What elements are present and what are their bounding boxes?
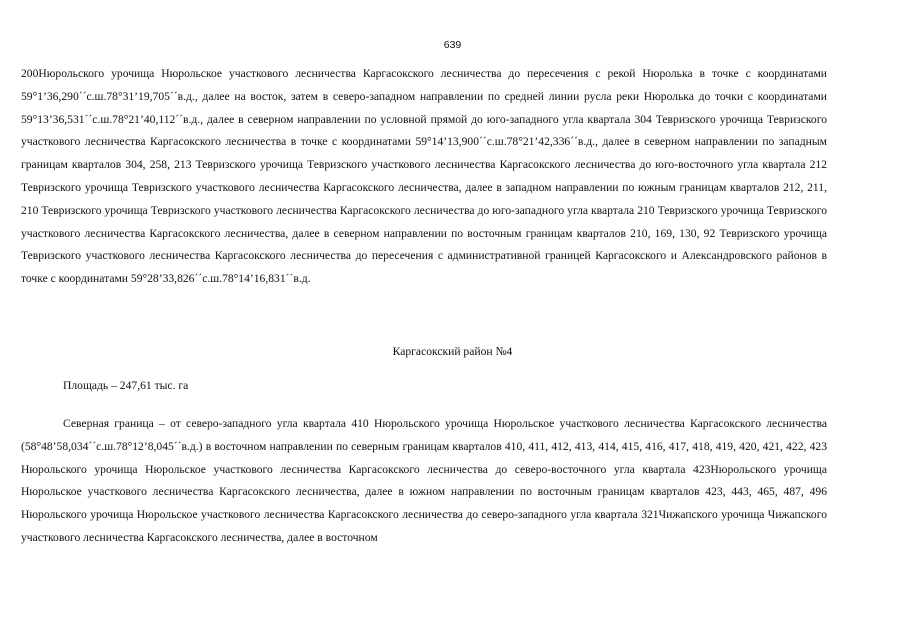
page-number: 639 [443,39,462,51]
boundary-paragraph-continued: 200Нюрольского урочища Нюрольское участкового лесничества Каргасокского лесничества до пересечения с рекой Нюролька в точке с координатами 59°1’36,290´´с.ш.78°31’19,705´´в.д., далее на восток, затем в северо-западном направлении по средней линии русла реки Нюролька до точки с координатами 59°13’36,531´´с.ш.78°21’40,112´´в.д., далее в северном направлении по условной прямой до юго-западного угла квартала 304 Тевризского урочища Тевризского участкового лесничества Каргасокского лесничества в точке с координатами 59°14’13,900´´с.ш.78°21’42,336´´в.д., далее в северном направлении по западным границам кварталов 304, 258, 213 Тевризского урочища Тевризского участкового лесничества Каргасокского лесничества до юго-восточного угла квартала 212 Тевризского урочища Тевризского участкового лесничества Каргасокского лесничества, далее в западном направлении по южным границам кварталов 212, 211, 210 Тевризского урочища Тевризского участкового лесничества Каргасокского лесничества до юго-западного угла квартала 210 Тевризского урочища Тевризского участкового лесничества Каргасокского лесничества, далее в северном направлении по восточным границам кварталов 210, 169, 130, 92 Тевризского урочища Тевризского участкового лесничества Каргасокского лесничества до пересечения с административной границей Каргасокского и Александровского районов в точке с координатами 59°28’33,826´´с.ш.78°14’16,831´´в.д. [21,67,827,286]
area-line: Площадь – 247,61 тыс. га [63,379,189,392]
northern-boundary-paragraph: Северная граница – от северо-западного угла квартала 410 Нюрольского урочища Нюрольское участкового лесничества Каргасокского лесничества (58°48’58,034´´с.ш.78°12’8,045´´в.д.) в восточном направлении по северным границам кварталов 410, 411, 412, 413, 414, 415, 416, 417, 418, 419, 420, 421, 422, 423 Нюрольского урочища Нюрольское участкового лесничества Каргасокского лесничества до северо-восточного угла квартала 423Нюрольского урочища Нюрольское участкового лесничества Каргасокского лесничества, далее в южном направлении по восточным границам кварталов 423, 443, 465, 487, 496 Нюрольского урочища Нюрольское участкового лесничества Каргасокского лесничества до северо-западного угла квартала 321Чижапского урочища Чижапского участкового лесничества Каргасокского лесничества, далее в восточном [21,417,827,544]
section-title: Каргасокский район №4 [392,345,513,358]
